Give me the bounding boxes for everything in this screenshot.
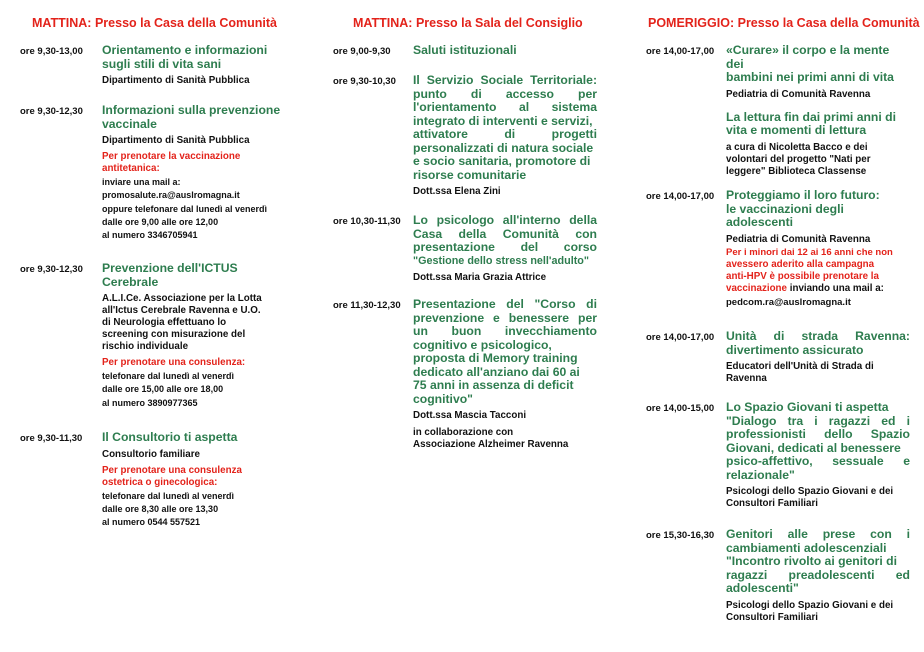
entry-title: Informazioni sulla prevenzione vaccinale <box>102 103 281 131</box>
time-slot: ore 9,00-9,30 <box>333 46 391 57</box>
booking-contact: pedcom.ra@auslromagna.it <box>726 296 851 308</box>
column-header: MATTINA: Presso la Sala del Consiglio <box>353 16 583 30</box>
time-slot: ore 14,00-17,00 <box>646 332 715 343</box>
entry-organizer-secondary: a cura di Nicoletta Bacco e dei volontari del progetto "Nati per leggere" Biblioteca Classense <box>726 141 871 177</box>
entry-organizer: A.L.I.Ce. Associazione per la Lotta all'Ictus Cerebrale Ravenna e U.O. di Neurologia effettuano lo screening con misurazione del rischio individuale <box>102 293 262 352</box>
entry-title: Lo Spazio Giovani ti aspetta "Dialogo tra i ragazzi ed i professionisti dello Spazio Giovani, dedicati al benessere psico-affettivo, sessuale e relazionale" <box>726 400 910 482</box>
time-slot: ore 9,30-10,30 <box>333 76 396 87</box>
time-slot: ore 9,30-12,30 <box>20 264 83 275</box>
booking-contact: telefonare dal lunedì al venerdì dalle ore 15,00 alle ore 18,00 al numero 3890977365 <box>102 371 235 408</box>
entry-organizer: Consultorio familiare <box>102 448 200 460</box>
booking-contact: inviare una mail a: promosalute.ra@auslromagna.it oppure telefonare dal lunedì al venerdì dalle ore 9,00 alle ore 12,00 al numero 3346705941 <box>102 177 268 241</box>
booking-note: Per prenotare la vaccinazione antitetanica: <box>102 151 241 174</box>
entry-title: Proteggiamo il loro futuro: le vaccinazioni degli adolescenti <box>726 188 880 229</box>
entry-title: Presentazione del "Corso di prevenzione e benessere per un buon invecchiamento cognitivo e psicologico, proposta di Memory training dedicato all'anziano dai 60 ai 75 anni in assenza di deficit cognitivo" <box>413 297 597 406</box>
column-header: MATTINA: Presso la Casa della Comunità <box>32 16 277 30</box>
entry-title: Genitori alle prese con i cambiamenti adolescenziali "Incontro rivolto ai genitori di ragazzi preadolescenti ed adolescenti" <box>726 527 910 595</box>
entry-organizer: Psicologi dello Spazio Giovani e dei Consultori Familiari <box>726 486 894 509</box>
time-slot: ore 9,30-12,30 <box>20 106 83 117</box>
entry-title: Lo psicologo all'interno della Casa della Comunità con presentazione del corso "Gestione dello stress nell'adulto" <box>413 213 597 267</box>
booking-note: Per prenotare una consulenza ostetrica o ginecologica: <box>102 464 242 488</box>
column-header: POMERIGGIO: Presso la Casa della Comunità <box>648 16 920 30</box>
entry-title: Prevenzione dell'ICTUS Cerebrale <box>102 261 238 289</box>
entry-organizer: Dipartimento di Sanità Pubblica <box>102 135 250 146</box>
entry-title: Orientamento e informazioni sugli stili di vita sani <box>102 43 268 71</box>
time-slot: ore 14,00-17,00 <box>646 46 715 57</box>
entry-title-secondary: La lettura fin dai primi anni di vita e momenti di lettura <box>726 109 896 137</box>
booking-note: Per i minori dai 12 ai 16 anni che non avessero aderito alla campagna anti-HPV è possibile prenotare la vaccinazione inviando una mail a: <box>726 246 893 294</box>
time-slot: ore 14,00-17,00 <box>646 191 715 202</box>
entry-title: «Curare» il corpo e la mente dei bambini nei primi anni di vita <box>726 43 894 84</box>
time-slot: ore 11,30-12,30 <box>333 300 401 311</box>
entry-title: Unità di strada Ravenna: divertimento assicurato <box>726 329 910 357</box>
entry-organizer: Dipartimento di Sanità Pubblica <box>102 75 250 86</box>
time-slot: ore 14,00-15,00 <box>646 403 715 414</box>
booking-note: Per prenotare una consulenza: <box>102 357 246 368</box>
entry-organizer: Pediatria di Comunità Ravenna <box>726 88 871 100</box>
entry-title: Il Consultorio ti aspetta <box>102 430 238 444</box>
time-slot: ore 9,30-11,30 <box>20 433 83 444</box>
entry-speaker: Dott.ssa Mascia Tacconi <box>413 410 527 421</box>
booking-contact: telefonare dal lunedì al venerdì dalle ore 8,30 alle ore 13,30 al numero 0544 557521 <box>102 490 235 528</box>
entry-organizer: Psicologi dello Spazio Giovani e dei Consultori Familiari <box>726 599 894 623</box>
entry-collaboration: in collaborazione con Associazione Alzheimer Ravenna <box>413 427 569 450</box>
entry-speaker: Dott.ssa Maria Grazia Attrice <box>413 272 547 283</box>
entry-title: Il Servizio Sociale Territoriale: punto di accesso per l'orientamento al sistema integrato di interventi e servizi, attivatore di progetti personalizzati di natura sociale e socio sanitaria, promotore di risorse comunitarie <box>413 73 597 182</box>
entry-title: Saluti istituzionali <box>413 43 517 57</box>
entry-speaker: Dott.ssa Elena Zini <box>413 186 501 197</box>
time-slot: ore 10,30-11,30 <box>333 216 401 227</box>
time-slot: ore 9,30-13,00 <box>20 46 83 57</box>
entry-organizer: Pediatria di Comunità Ravenna <box>726 233 871 245</box>
time-slot: ore 15,30-16,30 <box>646 530 715 541</box>
entry-organizer: Educatori dell'Unità di Strada di Ravenna <box>726 361 874 384</box>
